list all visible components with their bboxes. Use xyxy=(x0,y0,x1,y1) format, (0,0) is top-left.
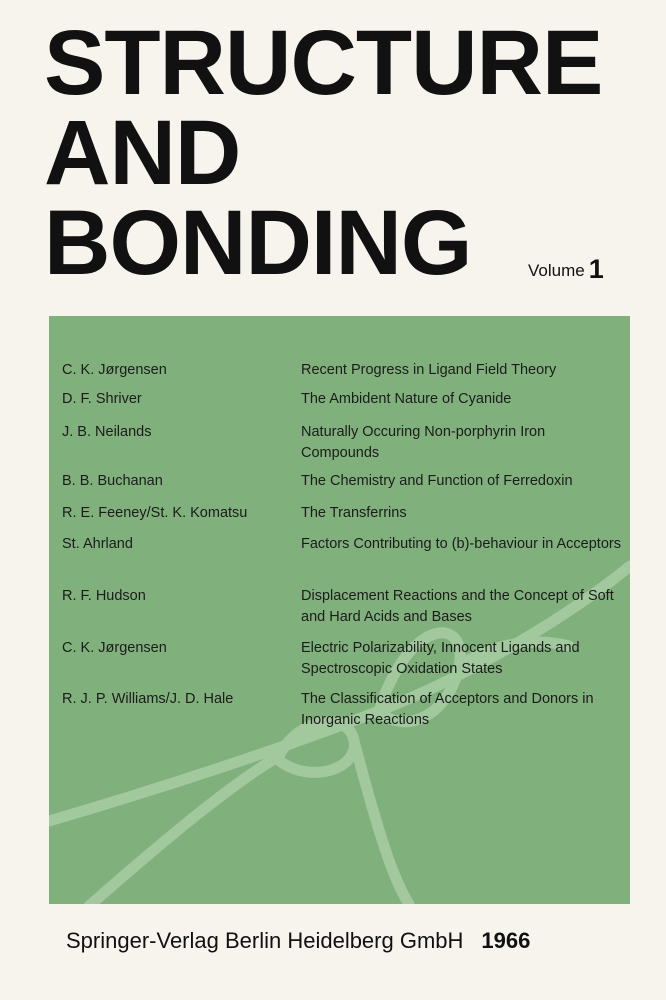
entry-author: R. E. Feeney/St. K. Komatsu xyxy=(62,505,248,521)
cover-title xyxy=(44,12,644,294)
entry-author: B. B. Buchanan xyxy=(62,473,163,489)
volume-number: 1 xyxy=(588,254,604,284)
entry-title: Factors Contributing to (b)-behaviour in Acceptors xyxy=(301,536,621,552)
entry-title: Displacement Reactions and the Concept of Soft and Hard Acids and Bases xyxy=(301,588,614,625)
publisher-footer xyxy=(66,928,530,954)
contents-panel xyxy=(49,316,630,904)
entry-author: St. Ahrland xyxy=(62,536,133,552)
entry-title: The Ambident Nature of Cyanide xyxy=(301,391,512,407)
entry-title: The Transferrins xyxy=(301,505,407,521)
publisher-name: Springer-Verlag Berlin Heidelberg GmbH xyxy=(66,928,464,953)
entry-author: C. K. Jørgensen xyxy=(62,362,167,378)
entry-author: R. F. Hudson xyxy=(62,588,146,604)
entry-title: The Chemistry and Function of Ferredoxin xyxy=(301,473,573,489)
entry-author: D. F. Shriver xyxy=(62,391,142,407)
entry-author: C. K. Jørgensen xyxy=(62,640,167,656)
entry-title: The Classification of Acceptors and Donors in Inorganic Reactions xyxy=(301,691,594,728)
entry-title: Recent Progress in Ligand Field Theory xyxy=(301,362,557,378)
contents-list xyxy=(49,316,630,904)
publication-year: 1966 xyxy=(481,928,531,953)
volume-label xyxy=(528,254,604,285)
title-line-2: AND xyxy=(44,102,241,204)
entry-title: Naturally Occuring Non-porphyrin Iron Compounds xyxy=(301,424,546,461)
entry-author: R. J. P. Williams/J. D. Hale xyxy=(62,691,234,707)
entry-title: Electric Polarizability, Innocent Ligands and Spectroscopic Oxidation States xyxy=(301,640,580,677)
title-line-3: BONDING xyxy=(44,192,472,294)
entry-author: J. B. Neilands xyxy=(62,424,152,440)
title-line-1: STRUCTURE xyxy=(44,12,603,114)
volume-word: Volume xyxy=(528,261,585,280)
